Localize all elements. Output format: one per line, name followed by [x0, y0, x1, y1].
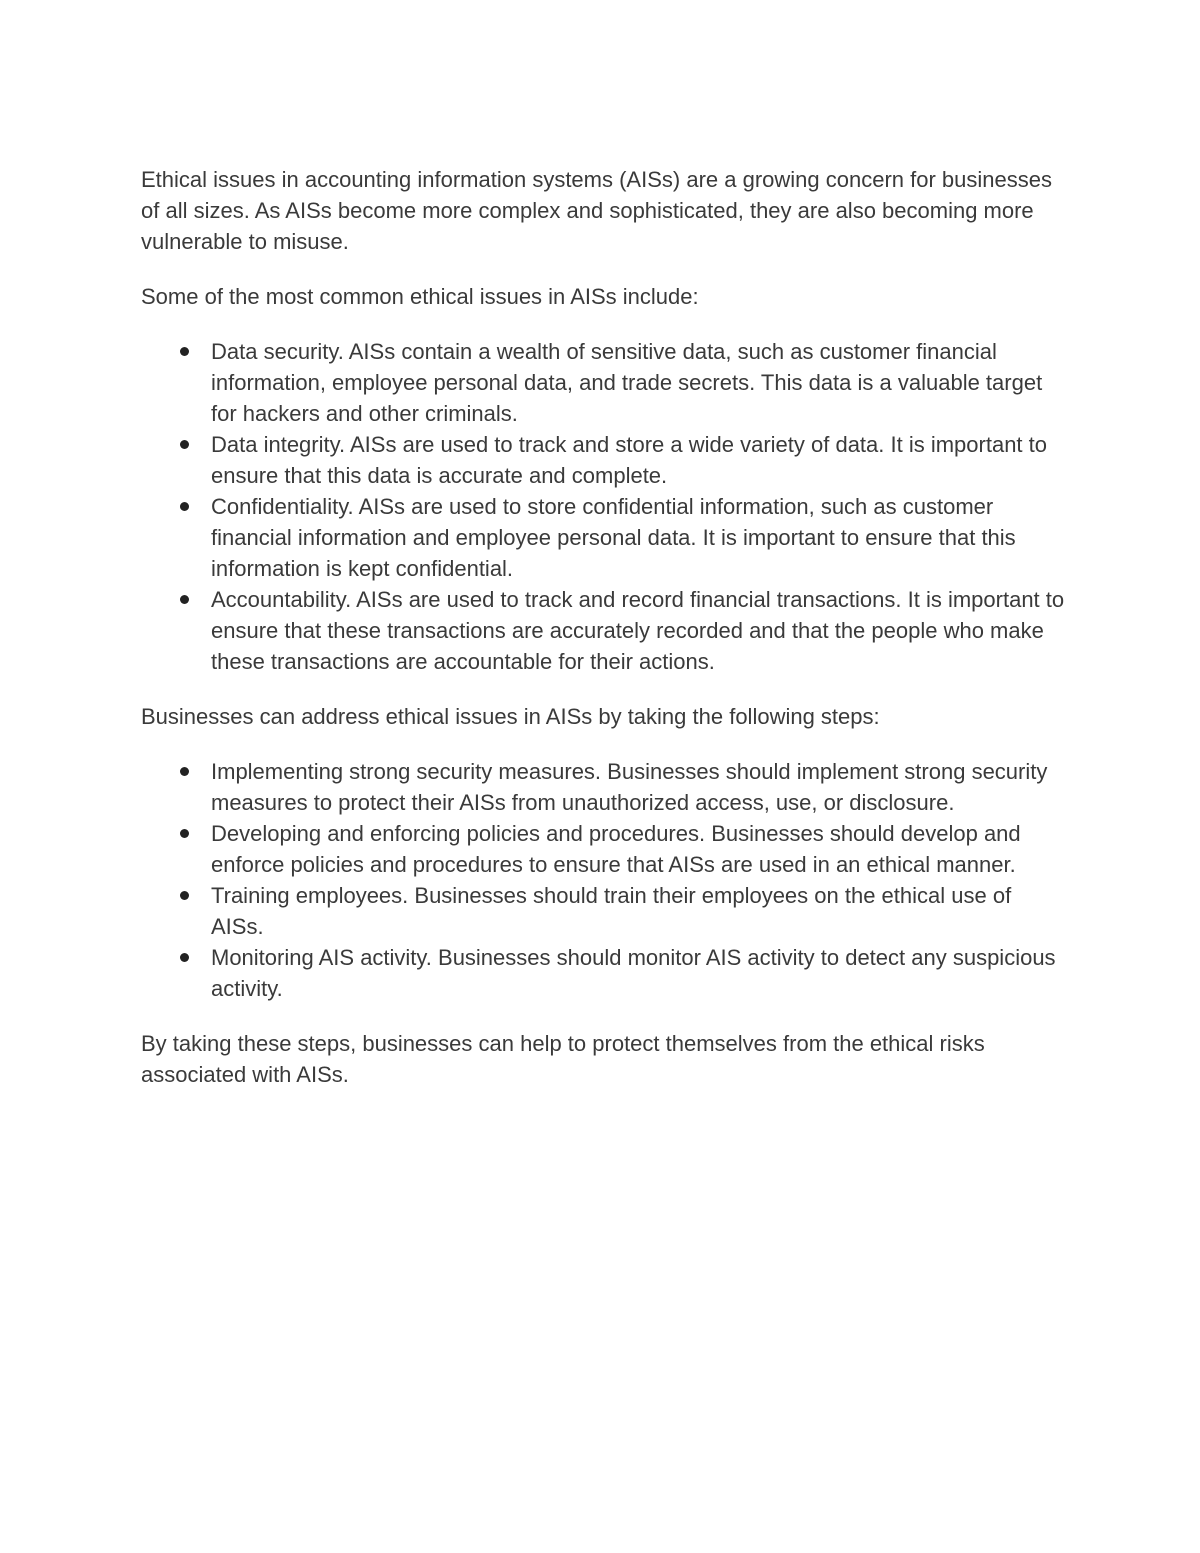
- list-item: [141, 429, 1066, 491]
- issues-heading: Some of the most common ethical issues in AISs include:: [141, 284, 699, 309]
- list-item-text: Data integrity. AISs are used to track and store a wide variety of data. It is important to ensure that this data is accurate and complete.: [211, 432, 1047, 488]
- bullet-icon: [180, 347, 189, 356]
- list-item: [141, 336, 1066, 429]
- conclusion-paragraph: By taking these steps, businesses can help to protect themselves from the ethical risks associated with AISs.: [141, 1031, 985, 1087]
- list-item-text: Monitoring AIS activity. Businesses should monitor AIS activity to detect any suspicious activity.: [211, 945, 1056, 1001]
- list-item-text: Developing and enforcing policies and procedures. Businesses should develop and enforce policies and procedures to ensure that AISs are used in an ethical manner.: [211, 821, 1021, 877]
- steps-list: [141, 756, 1066, 1004]
- list-item-text: Implementing strong security measures. Businesses should implement strong security measures to protect their AISs from unauthorized access, use, or disclosure.: [211, 759, 1048, 815]
- issues-list: [141, 336, 1066, 677]
- list-item: [141, 818, 1066, 880]
- bullet-icon: [180, 502, 189, 511]
- bullet-icon: [180, 767, 189, 776]
- intro-paragraph: Ethical issues in accounting information systems (AISs) are a growing concern for businesses of all sizes. As AISs become more complex and sophisticated, they are also becoming more vulnerable to misuse.: [141, 167, 1052, 254]
- document-page: [141, 164, 1066, 1114]
- steps-heading: Businesses can address ethical issues in AISs by taking the following steps:: [141, 704, 880, 729]
- bullet-icon: [180, 891, 189, 900]
- bullet-icon: [180, 440, 189, 449]
- bullet-icon: [180, 595, 189, 604]
- list-item: [141, 584, 1066, 677]
- list-item: [141, 756, 1066, 818]
- bullet-icon: [180, 829, 189, 838]
- list-item: [141, 491, 1066, 584]
- bullet-icon: [180, 953, 189, 962]
- list-item: [141, 942, 1066, 1004]
- list-item-text: Accountability. AISs are used to track and record financial transactions. It is important to ensure that these transactions are accurately recorded and that the people who make these transactions are accountable for their actions.: [211, 587, 1065, 674]
- list-item-text: Confidentiality. AISs are used to store confidential information, such as customer financial information and employee personal data. It is important to ensure that this information is kept confidential.: [211, 494, 1016, 581]
- list-item-text: Data security. AISs contain a wealth of sensitive data, such as customer financial information, employee personal data, and trade secrets. This data is a valuable target for hackers and other criminals.: [211, 339, 1043, 426]
- list-item: [141, 880, 1066, 942]
- list-item-text: Training employees. Businesses should train their employees on the ethical use of AISs.: [211, 883, 1012, 939]
